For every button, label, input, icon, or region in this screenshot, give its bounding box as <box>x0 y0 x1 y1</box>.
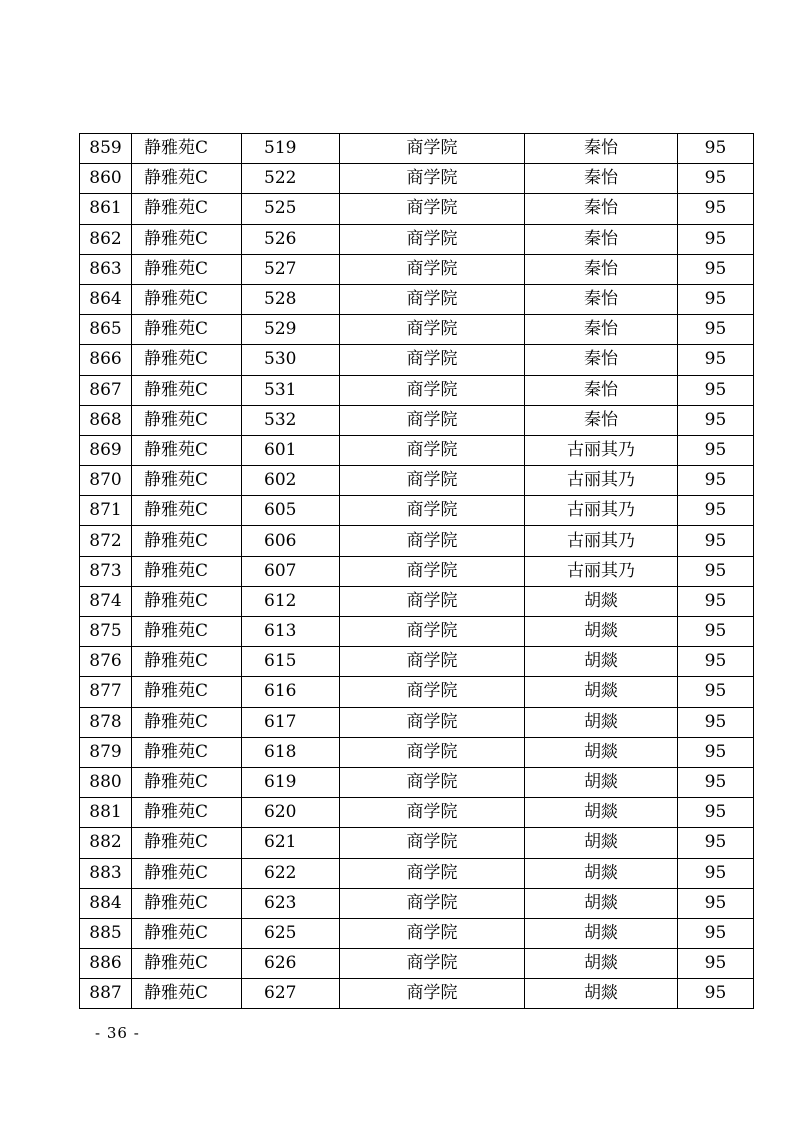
cell-serial-number: 862 <box>80 224 132 254</box>
cell-score: 95 <box>678 979 754 1009</box>
cell-building: 静雅苑C <box>132 556 242 586</box>
cell-score: 95 <box>678 677 754 707</box>
cell-room-number: 618 <box>242 737 340 767</box>
cell-serial-number: 872 <box>80 526 132 556</box>
cell-serial-number: 883 <box>80 858 132 888</box>
cell-instructor-name: 秦怡 <box>525 284 678 314</box>
cell-college: 商学院 <box>340 134 525 164</box>
table-row <box>80 284 754 314</box>
cell-college: 商学院 <box>340 435 525 465</box>
table-row <box>80 979 754 1009</box>
cell-instructor-name: 秦怡 <box>525 345 678 375</box>
cell-serial-number: 871 <box>80 496 132 526</box>
cell-score: 95 <box>678 284 754 314</box>
cell-serial-number: 879 <box>80 737 132 767</box>
cell-college: 商学院 <box>340 647 525 677</box>
cell-building: 静雅苑C <box>132 315 242 345</box>
cell-score: 95 <box>678 737 754 767</box>
cell-building: 静雅苑C <box>132 798 242 828</box>
cell-building: 静雅苑C <box>132 677 242 707</box>
table-row <box>80 647 754 677</box>
table-row <box>80 858 754 888</box>
cell-room-number: 605 <box>242 496 340 526</box>
table-row <box>80 798 754 828</box>
cell-serial-number: 860 <box>80 164 132 194</box>
cell-building: 静雅苑C <box>132 134 242 164</box>
cell-instructor-name: 秦怡 <box>525 254 678 284</box>
cell-room-number: 613 <box>242 617 340 647</box>
cell-score: 95 <box>678 164 754 194</box>
cell-score: 95 <box>678 224 754 254</box>
cell-room-number: 627 <box>242 979 340 1009</box>
cell-serial-number: 867 <box>80 375 132 405</box>
cell-building: 静雅苑C <box>132 224 242 254</box>
cell-building: 静雅苑C <box>132 858 242 888</box>
cell-college: 商学院 <box>340 164 525 194</box>
cell-room-number: 621 <box>242 828 340 858</box>
table-row <box>80 164 754 194</box>
cell-instructor-name: 胡燚 <box>525 707 678 737</box>
cell-serial-number: 882 <box>80 828 132 858</box>
table-row <box>80 254 754 284</box>
cell-instructor-name: 胡燚 <box>525 617 678 647</box>
cell-college: 商学院 <box>340 224 525 254</box>
cell-building: 静雅苑C <box>132 405 242 435</box>
cell-instructor-name: 古丽其乃 <box>525 466 678 496</box>
cell-room-number: 602 <box>242 466 340 496</box>
cell-instructor-name: 胡燚 <box>525 647 678 677</box>
cell-building: 静雅苑C <box>132 526 242 556</box>
cell-instructor-name: 古丽其乃 <box>525 526 678 556</box>
cell-score: 95 <box>678 858 754 888</box>
cell-instructor-name: 秦怡 <box>525 134 678 164</box>
cell-instructor-name: 古丽其乃 <box>525 435 678 465</box>
cell-serial-number: 881 <box>80 798 132 828</box>
cell-building: 静雅苑C <box>132 647 242 677</box>
cell-college: 商学院 <box>340 586 525 616</box>
cell-instructor-name: 秦怡 <box>525 194 678 224</box>
cell-college: 商学院 <box>340 315 525 345</box>
cell-building: 静雅苑C <box>132 617 242 647</box>
cell-serial-number: 868 <box>80 405 132 435</box>
cell-room-number: 626 <box>242 949 340 979</box>
cell-instructor-name: 古丽其乃 <box>525 556 678 586</box>
table-row <box>80 556 754 586</box>
cell-instructor-name: 胡燚 <box>525 888 678 918</box>
cell-score: 95 <box>678 375 754 405</box>
cell-score: 95 <box>678 435 754 465</box>
cell-room-number: 601 <box>242 435 340 465</box>
cell-instructor-name: 秦怡 <box>525 375 678 405</box>
cell-college: 商学院 <box>340 617 525 647</box>
cell-instructor-name: 秦怡 <box>525 315 678 345</box>
cell-building: 静雅苑C <box>132 949 242 979</box>
cell-score: 95 <box>678 918 754 948</box>
cell-college: 商学院 <box>340 194 525 224</box>
cell-instructor-name: 胡燚 <box>525 858 678 888</box>
dormitory-score-table <box>79 133 754 1009</box>
cell-college: 商学院 <box>340 767 525 797</box>
cell-serial-number: 869 <box>80 435 132 465</box>
cell-serial-number: 875 <box>80 617 132 647</box>
cell-room-number: 620 <box>242 798 340 828</box>
cell-score: 95 <box>678 315 754 345</box>
cell-serial-number: 864 <box>80 284 132 314</box>
cell-building: 静雅苑C <box>132 254 242 284</box>
cell-room-number: 617 <box>242 707 340 737</box>
cell-college: 商学院 <box>340 677 525 707</box>
cell-score: 95 <box>678 194 754 224</box>
cell-building: 静雅苑C <box>132 496 242 526</box>
cell-score: 95 <box>678 405 754 435</box>
table-row <box>80 707 754 737</box>
cell-score: 95 <box>678 798 754 828</box>
table-row <box>80 435 754 465</box>
cell-score: 95 <box>678 526 754 556</box>
table-row <box>80 466 754 496</box>
cell-room-number: 530 <box>242 345 340 375</box>
cell-building: 静雅苑C <box>132 586 242 616</box>
cell-college: 商学院 <box>340 556 525 586</box>
table-row <box>80 677 754 707</box>
cell-room-number: 625 <box>242 918 340 948</box>
cell-college: 商学院 <box>340 375 525 405</box>
table-row <box>80 737 754 767</box>
cell-building: 静雅苑C <box>132 737 242 767</box>
cell-room-number: 519 <box>242 134 340 164</box>
cell-score: 95 <box>678 888 754 918</box>
cell-instructor-name: 胡燚 <box>525 918 678 948</box>
cell-room-number: 616 <box>242 677 340 707</box>
cell-serial-number: 886 <box>80 949 132 979</box>
cell-instructor-name: 秦怡 <box>525 405 678 435</box>
cell-instructor-name: 秦怡 <box>525 164 678 194</box>
table-row <box>80 526 754 556</box>
cell-score: 95 <box>678 254 754 284</box>
cell-room-number: 528 <box>242 284 340 314</box>
cell-college: 商学院 <box>340 737 525 767</box>
cell-college: 商学院 <box>340 707 525 737</box>
cell-score: 95 <box>678 828 754 858</box>
cell-serial-number: 874 <box>80 586 132 616</box>
cell-serial-number: 880 <box>80 767 132 797</box>
cell-room-number: 532 <box>242 405 340 435</box>
cell-room-number: 612 <box>242 586 340 616</box>
cell-score: 95 <box>678 617 754 647</box>
cell-college: 商学院 <box>340 798 525 828</box>
cell-serial-number: 884 <box>80 888 132 918</box>
cell-college: 商学院 <box>340 526 525 556</box>
cell-serial-number: 865 <box>80 315 132 345</box>
cell-room-number: 615 <box>242 647 340 677</box>
cell-college: 商学院 <box>340 888 525 918</box>
cell-college: 商学院 <box>340 979 525 1009</box>
cell-college: 商学院 <box>340 466 525 496</box>
table-row <box>80 617 754 647</box>
cell-building: 静雅苑C <box>132 918 242 948</box>
table-row <box>80 496 754 526</box>
cell-score: 95 <box>678 647 754 677</box>
cell-serial-number: 861 <box>80 194 132 224</box>
cell-serial-number: 877 <box>80 677 132 707</box>
cell-college: 商学院 <box>340 858 525 888</box>
cell-building: 静雅苑C <box>132 707 242 737</box>
cell-instructor-name: 胡燚 <box>525 979 678 1009</box>
table-body <box>80 134 754 1009</box>
cell-building: 静雅苑C <box>132 435 242 465</box>
cell-room-number: 607 <box>242 556 340 586</box>
cell-room-number: 622 <box>242 858 340 888</box>
table-row <box>80 345 754 375</box>
cell-instructor-name: 胡燚 <box>525 586 678 616</box>
cell-college: 商学院 <box>340 496 525 526</box>
cell-score: 95 <box>678 466 754 496</box>
cell-college: 商学院 <box>340 918 525 948</box>
cell-building: 静雅苑C <box>132 284 242 314</box>
cell-room-number: 531 <box>242 375 340 405</box>
cell-college: 商学院 <box>340 405 525 435</box>
cell-instructor-name: 胡燚 <box>525 767 678 797</box>
cell-serial-number: 863 <box>80 254 132 284</box>
table-row <box>80 586 754 616</box>
cell-college: 商学院 <box>340 284 525 314</box>
table-row <box>80 888 754 918</box>
cell-college: 商学院 <box>340 828 525 858</box>
cell-building: 静雅苑C <box>132 767 242 797</box>
cell-college: 商学院 <box>340 254 525 284</box>
cell-building: 静雅苑C <box>132 979 242 1009</box>
table-row <box>80 405 754 435</box>
cell-serial-number: 866 <box>80 345 132 375</box>
cell-instructor-name: 胡燚 <box>525 677 678 707</box>
table-row <box>80 918 754 948</box>
cell-instructor-name: 秦怡 <box>525 224 678 254</box>
cell-building: 静雅苑C <box>132 164 242 194</box>
table-row <box>80 315 754 345</box>
cell-serial-number: 887 <box>80 979 132 1009</box>
cell-score: 95 <box>678 496 754 526</box>
table-row <box>80 194 754 224</box>
cell-instructor-name: 古丽其乃 <box>525 496 678 526</box>
cell-building: 静雅苑C <box>132 466 242 496</box>
table-row <box>80 949 754 979</box>
cell-room-number: 522 <box>242 164 340 194</box>
page-number: - 36 - <box>95 1024 140 1042</box>
table-row <box>80 224 754 254</box>
table-row <box>80 828 754 858</box>
cell-college: 商学院 <box>340 345 525 375</box>
cell-room-number: 527 <box>242 254 340 284</box>
cell-building: 静雅苑C <box>132 194 242 224</box>
cell-building: 静雅苑C <box>132 375 242 405</box>
cell-score: 95 <box>678 556 754 586</box>
cell-room-number: 525 <box>242 194 340 224</box>
table-row <box>80 134 754 164</box>
cell-instructor-name: 胡燚 <box>525 949 678 979</box>
table-row <box>80 767 754 797</box>
cell-college: 商学院 <box>340 949 525 979</box>
cell-serial-number: 885 <box>80 918 132 948</box>
cell-score: 95 <box>678 134 754 164</box>
cell-serial-number: 873 <box>80 556 132 586</box>
cell-score: 95 <box>678 767 754 797</box>
cell-serial-number: 859 <box>80 134 132 164</box>
cell-score: 95 <box>678 949 754 979</box>
cell-room-number: 623 <box>242 888 340 918</box>
cell-score: 95 <box>678 345 754 375</box>
cell-serial-number: 870 <box>80 466 132 496</box>
table-row <box>80 375 754 405</box>
cell-room-number: 606 <box>242 526 340 556</box>
cell-room-number: 529 <box>242 315 340 345</box>
cell-building: 静雅苑C <box>132 888 242 918</box>
cell-instructor-name: 胡燚 <box>525 737 678 767</box>
cell-building: 静雅苑C <box>132 345 242 375</box>
cell-score: 95 <box>678 586 754 616</box>
cell-room-number: 619 <box>242 767 340 797</box>
cell-serial-number: 876 <box>80 647 132 677</box>
cell-score: 95 <box>678 707 754 737</box>
cell-room-number: 526 <box>242 224 340 254</box>
cell-instructor-name: 胡燚 <box>525 828 678 858</box>
cell-building: 静雅苑C <box>132 828 242 858</box>
cell-serial-number: 878 <box>80 707 132 737</box>
cell-instructor-name: 胡燚 <box>525 798 678 828</box>
